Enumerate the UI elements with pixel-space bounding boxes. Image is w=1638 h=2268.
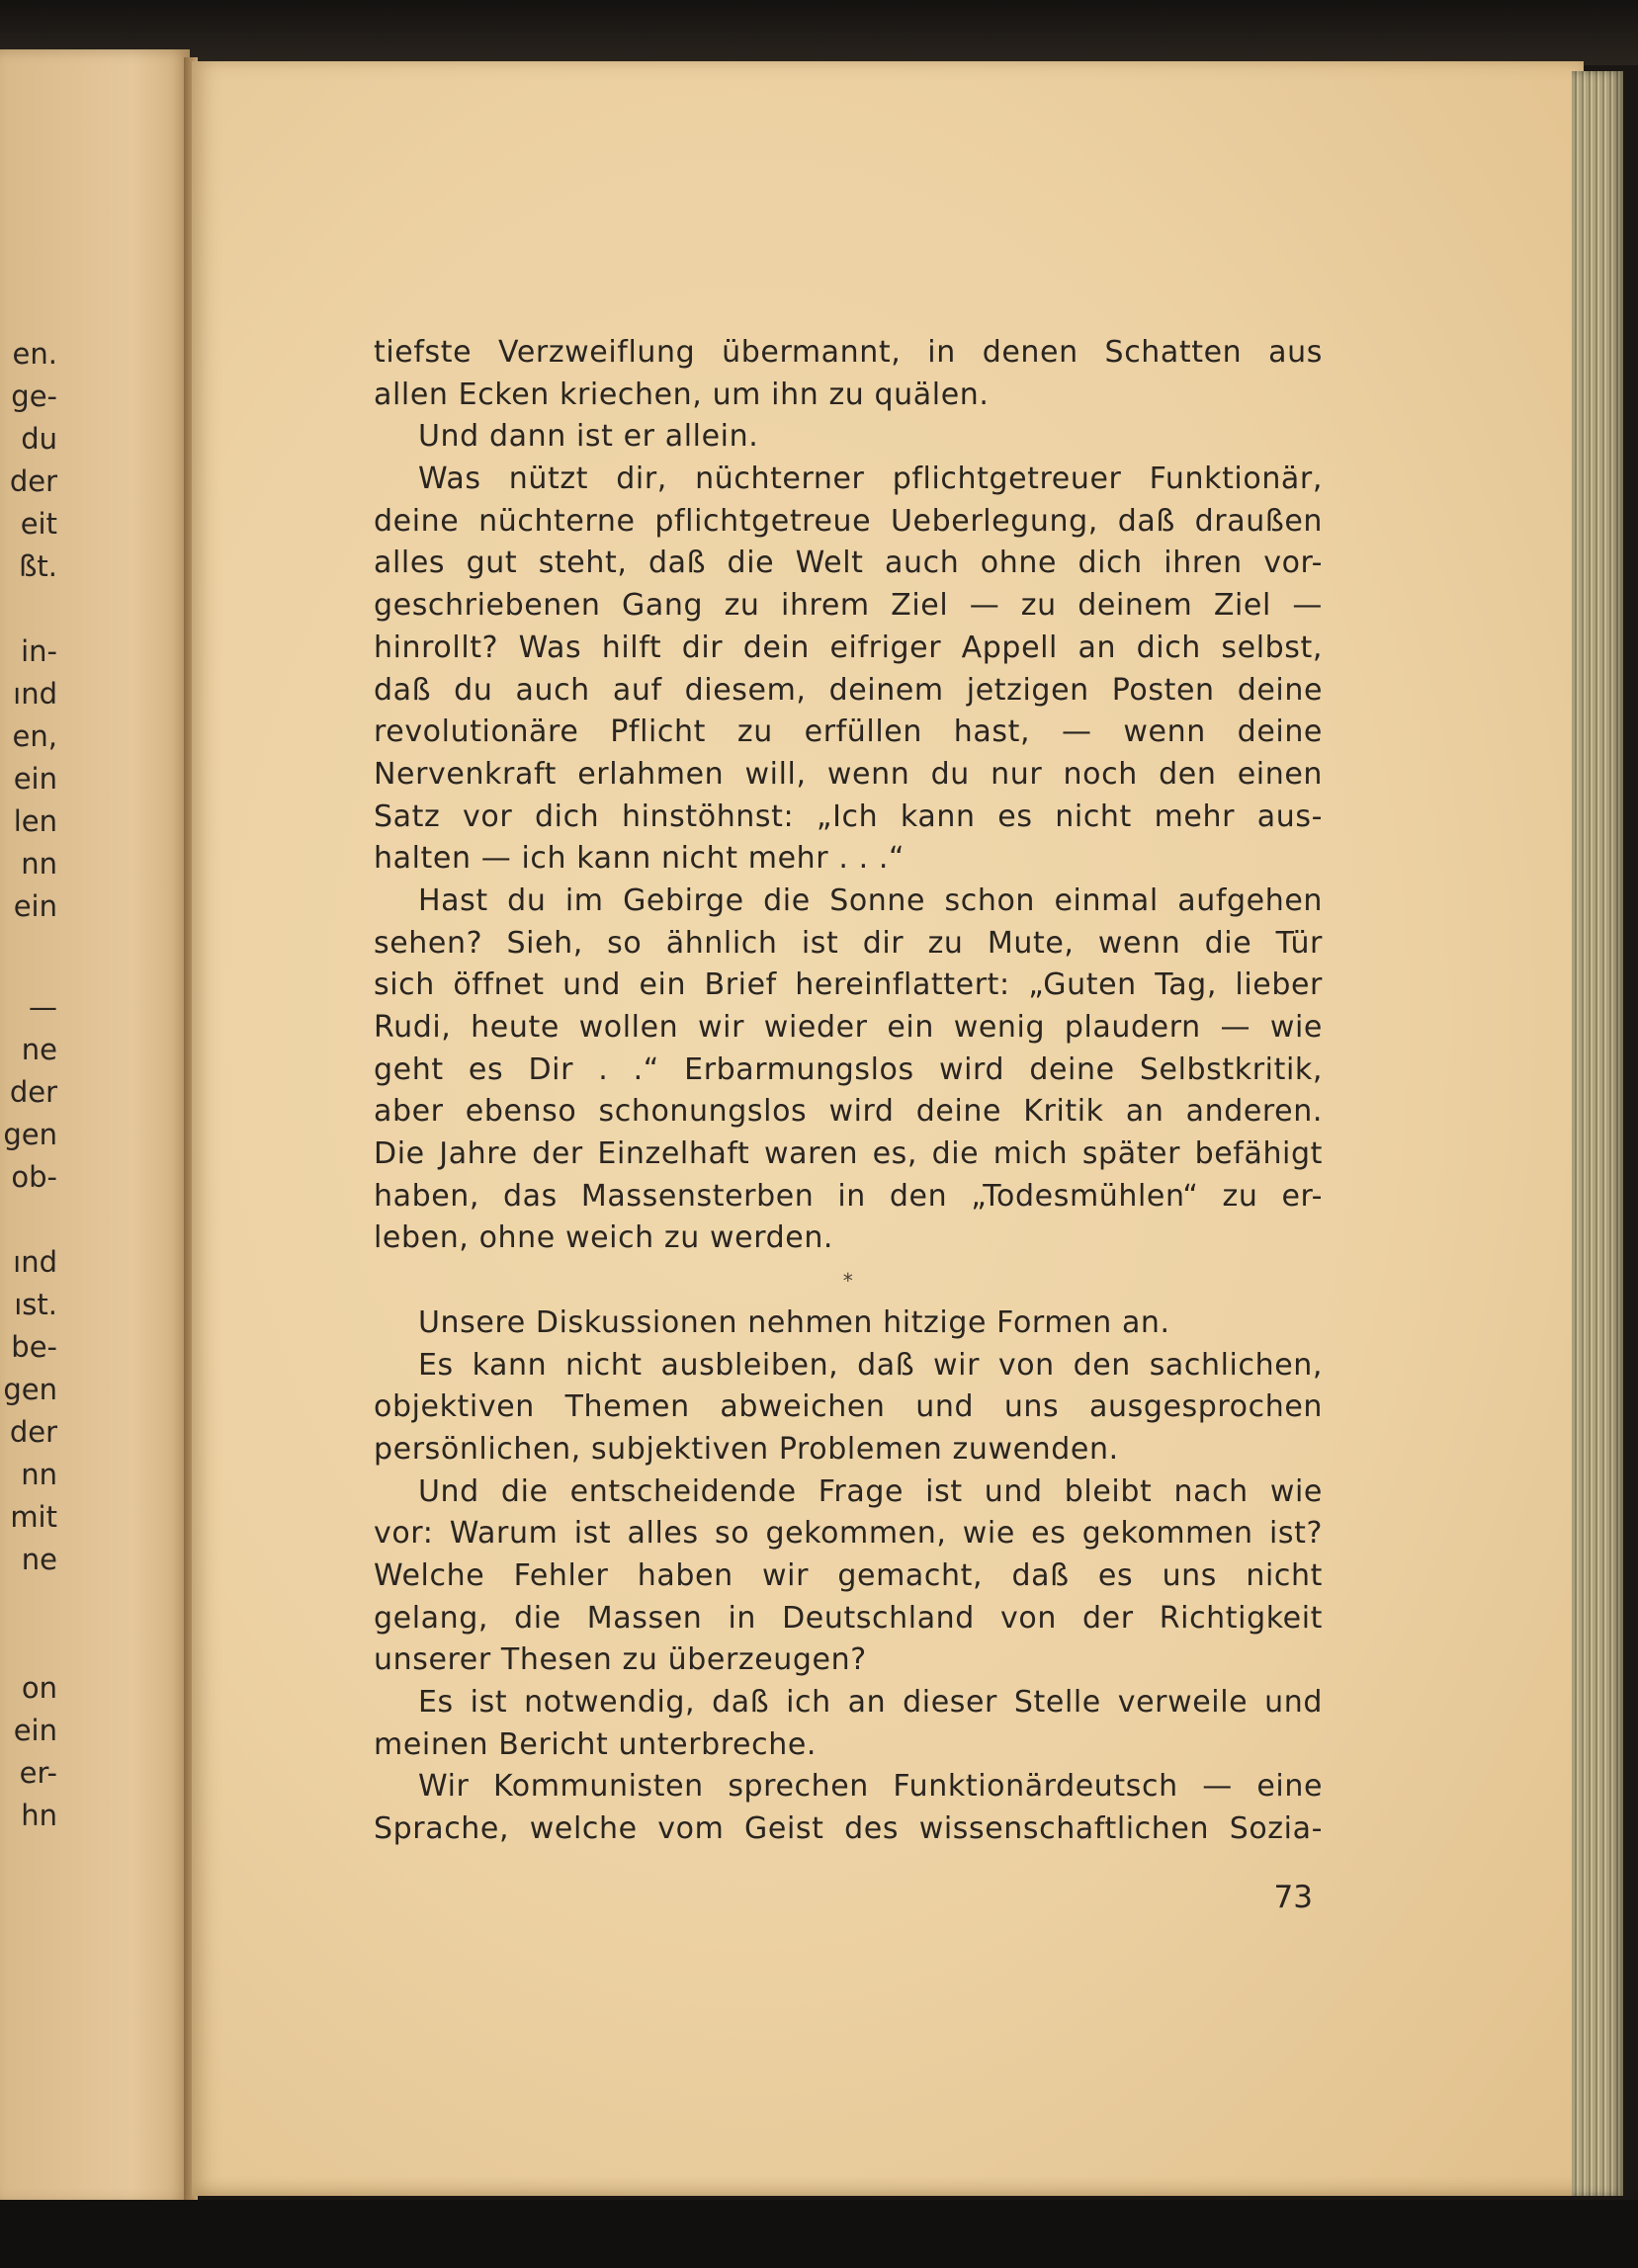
left-fragment: ınd	[13, 677, 57, 711]
left-fragment: ein	[13, 889, 57, 923]
text-line: geht es Dir . .“ Erbarmungslos wird deine Selbstkritik,	[374, 1051, 1323, 1087]
left-fragment: gen	[3, 1118, 57, 1151]
left-fragment: der	[9, 464, 57, 498]
text-line: halten — ich kann nicht mehr . . .“	[374, 841, 905, 877]
text-line: persönlichen, subjektiven Problemen zuwenden.	[374, 1431, 1119, 1467]
left-fragment: —	[29, 990, 57, 1024]
left-fragment: nn	[21, 1458, 57, 1491]
left-fragment: ınd	[13, 1245, 57, 1279]
left-fragment: ßt.	[19, 549, 57, 583]
left-fragment: der	[9, 1075, 57, 1109]
text-line: Wir Kommunisten sprechen Funktionärdeutsch — eine	[418, 1769, 1323, 1805]
left-fragment: ıst.	[14, 1288, 57, 1321]
left-fragment: ein	[13, 1714, 57, 1747]
text-line: Unsere Diskussionen nehmen hitzige Formen an.	[418, 1304, 1170, 1340]
text-line: Welche Fehler haben wir gemacht, daß es uns nicht	[374, 1557, 1323, 1593]
text-line: haben, das Massensterben in den „Todesmühlen“ zu er-	[374, 1178, 1323, 1214]
scan-top-background	[0, 0, 1638, 65]
text-line: Satz vor dich hinstöhnst: „Ich kann es nicht mehr aus-	[374, 798, 1323, 834]
section-separator: *	[842, 1269, 854, 1294]
text-line: objektiven Themen abweichen und uns ausgesprochen	[374, 1389, 1323, 1425]
left-fragment: du	[21, 422, 57, 456]
text-line: allen Ecken kriechen, um ihn zu quälen.	[374, 377, 990, 412]
text-line: Die Jahre der Einzelhaft waren es, die mich später befähigt	[374, 1136, 1323, 1172]
page-edges	[1572, 71, 1623, 2196]
text-line: Und die entscheidende Frage ist und bleibt nach wie	[418, 1473, 1323, 1509]
left-fragment: gen	[3, 1373, 57, 1406]
text-line: unserer Thesen zu überzeugen?	[374, 1642, 867, 1678]
text-line: aber ebenso schonungslos wird deine Kritik an anderen.	[374, 1094, 1323, 1130]
left-fragment: ne	[21, 1543, 57, 1576]
text-line: Es ist notwendig, daß ich an dieser Stelle verweile und	[418, 1685, 1323, 1720]
left-fragment: on	[21, 1671, 57, 1705]
left-fragment: ein	[13, 762, 57, 796]
left-fragment: en.	[12, 337, 57, 371]
body-text	[374, 332, 1323, 1851]
left-fragment: ge-	[11, 379, 57, 413]
left-fragment: eit	[20, 507, 57, 541]
left-fragment: nn	[21, 847, 57, 881]
text-line: Was nützt dir, nüchterner pflichtgetreuer Funktionär,	[418, 462, 1323, 497]
text-line: sehen? Sieh, so ähnlich ist dir zu Mute, wenn die Tür	[374, 925, 1323, 961]
left-fragment: en,	[12, 719, 57, 753]
left-fragment: be-	[11, 1330, 57, 1364]
page-number: 73	[1273, 1880, 1313, 1915]
left-page	[0, 49, 190, 2204]
left-fragment: hn	[21, 1799, 57, 1832]
text-line: Nervenkraft erlahmen will, wenn du nur noch den einen	[374, 756, 1323, 792]
text-line: daß du auch auf diesem, deinem jetzigen Posten deine	[374, 672, 1323, 708]
left-fragment: er-	[19, 1756, 57, 1790]
text-line: meinen Bericht unterbreche.	[374, 1726, 818, 1762]
text-line: vor: Warum ist alles so gekommen, wie es gekommen ist?	[374, 1516, 1323, 1552]
left-fragment: der	[9, 1415, 57, 1449]
left-fragment: in-	[21, 634, 57, 668]
text-line: leben, ohne weich zu werden.	[374, 1220, 834, 1256]
scan-bottom-background	[0, 2200, 1638, 2268]
text-line: revolutionäre Pflicht zu erfüllen hast, — wenn deine	[374, 714, 1323, 750]
text-line: Und dann ist er allein.	[418, 419, 759, 455]
text-line: Es kann nicht ausbleiben, daß wir von den sachlichen,	[418, 1347, 1323, 1383]
text-line: tiefste Verzweiflung übermannt, in denen Schatten aus	[374, 335, 1323, 370]
text-line: geschriebenen Gang zu ihrem Ziel — zu deinem Ziel —	[374, 588, 1323, 624]
text-line: alles gut steht, daß die Welt auch ohne dich ihren vor-	[374, 546, 1323, 581]
text-line: deine nüchterne pflichtgetreue Ueberlegung, daß draußen	[374, 503, 1323, 539]
text-line: Rudi, heute wollen wir wieder ein wenig plaudern — wie	[374, 1010, 1323, 1045]
left-fragment: ne	[21, 1033, 57, 1066]
text-line: Sprache, welche vom Geist des wissenschaftlichen Sozia-	[374, 1811, 1323, 1847]
text-line: hinrollt? Was hilft dir dein eifriger Appell an dich selbst,	[374, 630, 1323, 665]
left-fragment: len	[13, 804, 57, 838]
left-fragment: mit	[10, 1500, 57, 1534]
text-line: sich öffnet und ein Brief hereinflattert: „Guten Tag, lieber	[374, 967, 1323, 1003]
text-line: gelang, die Massen in Deutschland von der Richtigkeit	[374, 1600, 1323, 1636]
left-fragment: ob-	[11, 1160, 57, 1194]
text-line: Hast du im Gebirge die Sonne schon einmal aufgehen	[418, 882, 1323, 918]
